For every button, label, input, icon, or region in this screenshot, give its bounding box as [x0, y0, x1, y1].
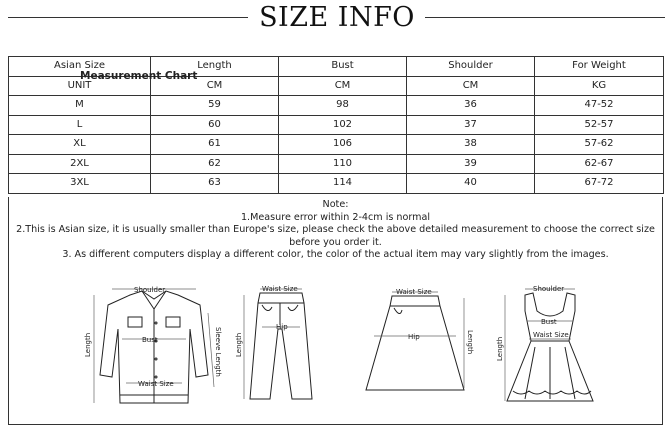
header — [0, 0, 671, 38]
shirt-shoulder-label: Shoulder — [134, 286, 166, 294]
pants-length-label: Length — [235, 332, 243, 357]
table-cell: CM — [407, 76, 535, 96]
table-cell: 57-62 — [535, 135, 664, 155]
table-row — [9, 154, 664, 174]
pants-diagram — [232, 281, 322, 411]
table-cell: 2XL — [9, 154, 151, 174]
table-cell: 63 — [151, 174, 279, 194]
skirt-length-label: Length — [466, 330, 474, 355]
table-cell: 52-57 — [535, 115, 664, 135]
dress-waist-label: Waist Size — [533, 331, 569, 339]
shirt-length-label: Length — [84, 332, 92, 357]
header-rule-left — [8, 17, 248, 18]
shirt-diagram — [82, 283, 222, 413]
table-cell: L — [9, 115, 151, 135]
dress-diagram — [495, 281, 605, 411]
table-header-cell: Bust — [279, 57, 407, 77]
table-cell: 110 — [279, 154, 407, 174]
table-row — [9, 174, 664, 194]
table-cell: 60 — [151, 115, 279, 135]
shirt-sleeve-label: Sleeve Length — [214, 327, 222, 377]
note-line-3: 3. As different computers display a different color, the color of the actual item may vary slightly from the images. — [62, 249, 609, 260]
dress-shoulder-label: Shoulder — [533, 285, 565, 293]
table-header-cell: For Weight — [535, 57, 664, 77]
table-cell: 102 — [279, 115, 407, 135]
table-cell: UNIT — [9, 76, 151, 96]
skirt-hip-label: Hip — [408, 333, 420, 341]
note-heading: Note: — [322, 199, 349, 210]
dress-bust-label: Bust — [541, 318, 557, 326]
header-rule-right — [425, 17, 665, 18]
table-cell: XL — [9, 135, 151, 155]
table-cell: M — [9, 96, 151, 116]
table-cell: 106 — [279, 135, 407, 155]
table-cell: KG — [535, 76, 664, 96]
table-row — [9, 135, 664, 155]
table-cell: 40 — [407, 174, 535, 194]
note-line-2: 2.This is Asian size, it is usually smaller than Europe's size, please check the above detailed measurement to choose the correct size before you order it. — [16, 224, 655, 248]
pants-hip-label: Hip — [276, 323, 288, 331]
table-cell: 37 — [407, 115, 535, 135]
table-cell: 98 — [279, 96, 407, 116]
table-cell: 62 — [151, 154, 279, 174]
table-header-cell: Shoulder — [407, 57, 535, 77]
table-cell: 39 — [407, 154, 535, 174]
table-cell: 114 — [279, 174, 407, 194]
table-cell: 47-52 — [535, 96, 664, 116]
note-line-1: 1.Measure error within 2-4cm is normal — [240, 211, 431, 223]
table-cell: 62-67 — [535, 154, 664, 174]
table-cell: CM — [279, 76, 407, 96]
table-cell: 3XL — [9, 174, 151, 194]
table-cell: 38 — [407, 135, 535, 155]
table-cell: 67-72 — [535, 174, 664, 194]
table-cell: 36 — [407, 96, 535, 116]
table-cell: 61 — [151, 135, 279, 155]
shirt-bust-label: Bust — [142, 336, 158, 344]
skirt-waist-label: Waist Size — [396, 288, 432, 296]
pants-waist-label: Waist Size — [262, 285, 298, 293]
table-cell: 59 — [151, 96, 279, 116]
table-row — [9, 96, 664, 116]
table-header-cell: Length — [151, 57, 279, 77]
table-row — [9, 115, 664, 135]
measurement-chart-title: Measurement Chart — [80, 70, 198, 82]
table-cell: CM — [151, 76, 279, 96]
notes — [9, 199, 662, 262]
skirt-diagram — [352, 284, 482, 399]
shirt-waist-label: Waist Size — [138, 380, 174, 388]
dress-length-label: Length — [496, 336, 504, 361]
page-title: SIZE INFO — [259, 2, 415, 33]
table-header-cell: Asian Size — [9, 57, 151, 77]
